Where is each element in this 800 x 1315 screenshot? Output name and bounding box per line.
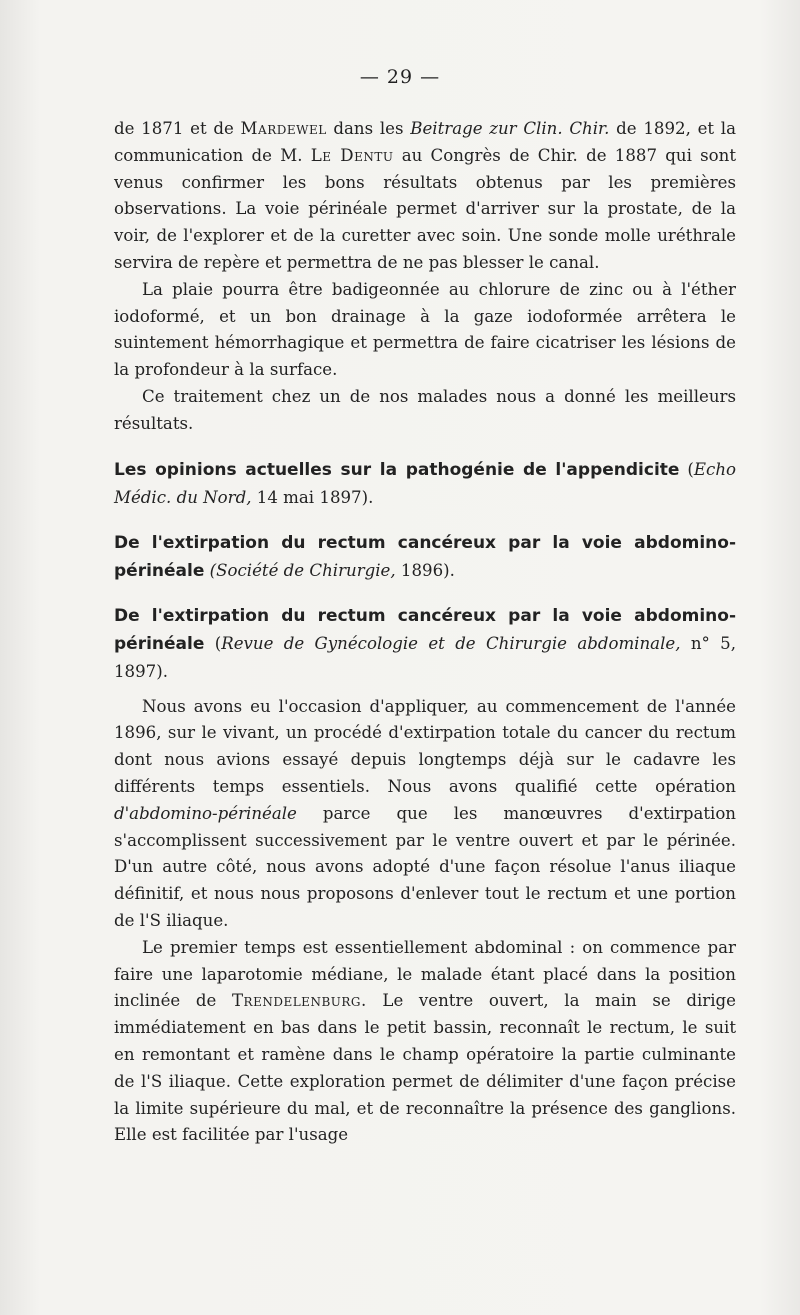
text-run: au Congrès de Chir. de 1887 qui sont venus confirmer les bons résultats obtenus par les premières observations. La voie périnéale permet d'arriver sur la prostate, de la voir, de l'explorer et de la curetter avec soin. Une sonde molle uréthrale servira de repère et permettra de ne pas blesser le canal.: [114, 145, 736, 272]
text-run: Nous avons eu l'occasion d'appliquer, au commencement de l'année 1896, sur le vivant, un procédé d'extirpation totale du cancer du rectum dont nous avions essayé depuis longtemps déjà sur le cadavre les différents temps essentiels. Nous avons qualifié cette opération: [114, 696, 736, 796]
text-run: de 1871 et de: [114, 119, 241, 138]
heading-title: De l'extirpation du rectum cancéreux par la voie abdomino-périnéale: [114, 532, 736, 581]
author-name: Le Dentu: [310, 145, 394, 165]
section-heading-3: [114, 603, 736, 686]
text-run: Le premier temps est essentiellement abdominal : on commence par faire une laparotomie médiane, le malade étant placé dans la position inclinée de: [114, 937, 736, 1011]
citation-source: (Société de Chirurgie,: [209, 560, 396, 580]
paragraph-2: La plaie pourra être badigeonnée au chlorure de zinc ou à l'éther iodoformé, et un bon drainage à la gaze iodoformée arrêtera le suintement hémorrhagique et permettra de faire cicatriser les lésions de la profondeur à la surface.: [114, 279, 736, 380]
page-body: [114, 116, 736, 1149]
section-heading-2: [114, 530, 736, 585]
section-heading-1: [114, 456, 736, 512]
journal-title: Beitrage zur Clin. Chir.: [410, 119, 610, 138]
paragraph-4: [114, 694, 736, 935]
citation-open: (: [204, 633, 222, 653]
citation-source: Echo Médic. du Nord,: [114, 459, 737, 507]
text-run: de 1892, et la communication de M.: [114, 119, 737, 165]
citation-date: 1896).: [395, 560, 455, 580]
heading-title: Les opinions actuelles sur la pathogénie de l'appendicite: [114, 459, 680, 480]
text-run: dans les: [326, 119, 411, 138]
text-run: Le ventre ouvert, la main se dirige immédiatement en bas dans le petit bassin, reconnaît le rectum, le suit en remontant et ramène dans le champ opératoire la partie culminante de l'S iliaque. Cette exploration permet de délimiter d'une façon précise la limite supérieure du mal, et de reconnaître la présence des ganglions. Elle est facilitée par l'usage: [114, 991, 736, 1145]
citation-source: Revue de Gynécologie et de Chirurgie abdominale,: [221, 633, 681, 653]
paragraph-3: Ce traitement chez un de nos malades nous a donné les meilleurs résultats.: [114, 386, 736, 433]
author-name: Mardewel: [240, 119, 327, 138]
author-name: Trendelenburg.: [231, 991, 367, 1011]
page-number: — 29 —: [359, 66, 441, 88]
citation-date: n° 5, 1897).: [114, 633, 736, 681]
citation-open: (: [679, 459, 694, 479]
citation-date: 14 mai 1897).: [251, 487, 374, 507]
emphasis-term: d'abdomino-périnéale: [114, 803, 297, 823]
paragraph-1: [114, 116, 736, 277]
heading-title: De l'extirpation du rectum cancéreux par la voie abdomino-périnéale: [114, 605, 736, 654]
paragraph-5: [114, 935, 736, 1149]
text-run: parce que les manœuvres d'extirpation s'accomplissent successivement par le ventre ouvert et par le périnée. D'un autre côté, nous avons adopté d'une façon résolue l'anus iliaque définitif, et nous nous proposons d'enlever tout le rectum et une portion de l'S iliaque.: [114, 803, 736, 930]
